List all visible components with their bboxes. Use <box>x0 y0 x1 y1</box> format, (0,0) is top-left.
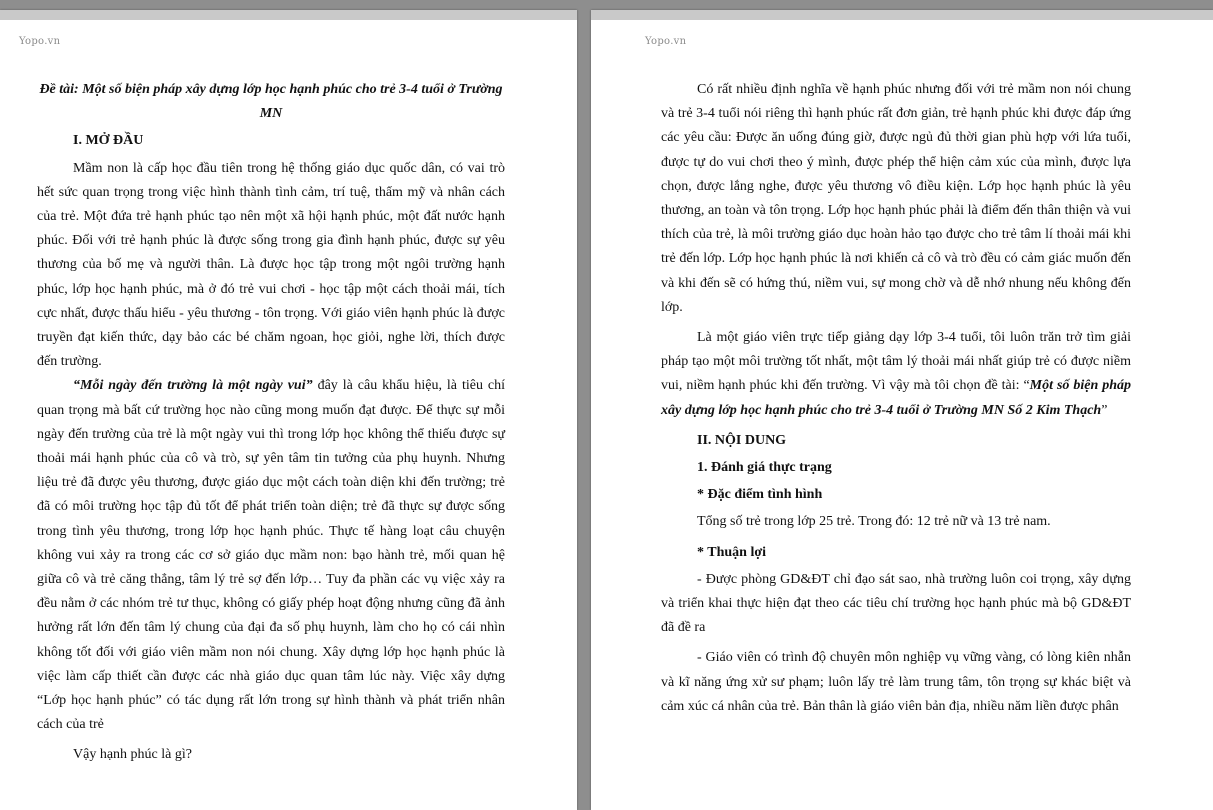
document-page-right <box>591 10 1213 810</box>
topic-title-emphasis: Một số biện pháp xây dựng lớp học hạnh phúc cho trẻ 3-4 tuổi ở Trường MN Số 2 Kim Thạch <box>661 378 1131 418</box>
paragraph-text: Là một giáo viên trực tiếp giảng dạy lớp 3-4 tuổi, tôi luôn trăn trở tìm giải pháp tạo một môi trường tốt nhất, một tâm lý thoải mái nhất giúp trẻ có được niềm vui, niềm hạnh phúc khi đến trường. Vì vậy mà tôi chọn đề tài: “ <box>661 330 1131 394</box>
section-heading: II. NỘI DUNG <box>697 432 787 448</box>
page-top-shadow <box>591 10 1213 20</box>
subsection-heading: * Đặc điểm tình hình <box>697 487 823 503</box>
page-header: Yopo.vn <box>645 36 687 47</box>
page-body[interactable] <box>37 78 505 768</box>
subsection-heading: 1. Đánh giá thực trạng <box>697 460 832 476</box>
paragraph: Tổng số trẻ trong lớp 25 trẻ. Trong đó: 12 trẻ nữ và 13 trẻ nam. <box>697 514 1051 530</box>
document-title: Đề tài: Một số biện pháp xây dựng lớp học hạnh phúc cho trẻ 3-4 tuổi ở Trường MN <box>39 82 503 122</box>
page-top-shadow <box>0 10 577 20</box>
slogan-quote: “Mỗi ngày đến trường là một ngày vui” <box>73 378 313 394</box>
paragraph-text: đây là câu khẩu hiệu, là tiêu chí quan trọng mà bất cứ trường học nào cũng mong muốn đạt được. Để thực sự mỗi ngày đến trường của trẻ là một ngày vui thì trong lớp học không thể thiếu được sự thoải mái hạnh phúc của cô và trò, sự yên tâm tin tưởng của phụ huynh. Nhưng liệu trẻ đã được yêu thương, được giáo dục một cách toàn diện khi đến trường; trẻ đã có môi trường học tập đủ tốt để phát triển toàn diện; trẻ đã thực sự được sống trong tình yêu thương, trong lớp học hạnh phúc. Thực tế hàng loạt câu chuyện không vui xảy ra trong các cơ sở giáo dục mầm non: bạo hành trẻ, mối quan hệ giữa cô và trẻ căng thẳng, tâm lý trẻ sợ đến lớp… Tuy đa phần các vụ việc xảy ra đều nằm ở các nhóm trẻ tư thục, không có giấy phép hoạt động nhưng cũng đã ảnh hưởng rất lớn đến tâm lý chung của đại đa số phụ huynh, làm cho họ có cái nhìn không tốt đối với giáo viên mầm non nói chung. Xây dựng lớp học hạnh phúc là việc làm cấp thiết cần được các nhà giáo dục quan tâm lúc này. Việc xây dựng “Lớp học hạnh phúc” có tác dụng rất lớn trong sự hình thành và phát triển nhân cách của trẻ <box>37 378 506 733</box>
document-page-left <box>0 10 577 810</box>
section-heading: I. MỞ ĐẦU <box>73 133 144 149</box>
page-body[interactable] <box>661 78 1131 719</box>
page-header: Yopo.vn <box>19 36 61 47</box>
paragraph <box>37 374 505 737</box>
paragraph <box>661 326 1131 423</box>
paragraph: Vậy hạnh phúc là gì? <box>73 747 192 763</box>
paragraph: Có rất nhiều định nghĩa về hạnh phúc nhưng đối với trẻ mầm non nói chung và trẻ 3-4 tuổi nói riêng thì hạnh phúc rất đơn giản, trẻ hạnh phúc khi được đáp ứng các yêu cầu: Được ăn uống đúng giờ, được ngủ đủ thời gian phù hợp với lứa tuổi, được tự do vui chơi theo ý mình, được phép thể hiện cảm xúc của mình, được lựa chọn, được lắng nghe, được yêu thương vô điều kiện. Lớp học hạnh phúc là yêu thương, an toàn và tôn trọng. Lớp học hạnh phúc phải là điểm đến thân thiện và vui thích của trẻ, là môi trường giáo dục hoàn hảo tạo được cho trẻ tâm lí thoải mái khi trẻ đến lớp. Lớp học hạnh phúc là nơi khiến cả cô và trò đều có cảm giác muốn đến và khi đến sẽ có hứng thú, niềm vui, sự mong chờ và dễ nhớ nhung nếu không đến lớp. <box>661 82 1131 315</box>
list-item: - Giáo viên có trình độ chuyên môn nghiệp vụ vững vàng, có lòng kiên nhẫn và kĩ năng ứng xử sư phạm; luôn lấy trẻ làm trung tâm, tôn trọng sự khác biệt và cảm xúc cá nhân của trẻ. Bản thân là giáo viên bản địa, nhiều năm liền được phân <box>661 650 1131 714</box>
list-item: - Được phòng GD&ĐT chỉ đạo sát sao, nhà trường luôn coi trọng, xây dựng và triển khai thực hiện đạt theo các tiêu chí trường học hạnh phúc mà bộ GD&ĐT đã đề ra <box>661 571 1131 636</box>
subsection-heading: * Thuận lợi <box>697 544 766 560</box>
paragraph-text: ” <box>1101 402 1108 418</box>
paragraph: Mầm non là cấp học đầu tiên trong hệ thống giáo dục quốc dân, có vai trò hết sức quan trọng trong việc hình thành tình cảm, trí tuệ, thẩm mỹ và nhân cách của trẻ. Một đứa trẻ hạnh phúc tạo nên một xã hội hạnh phúc, một đất nước hạnh phúc. Đối với trẻ hạnh phúc là được sống trong gia đình hạnh phúc, được sự yêu thương của bố mẹ và người thân. Là được học tập trong một ngôi trường hạnh phúc, lớp học hạnh phúc, mà ở đó trẻ vui chơi - học tập một cách thoải mái, tích cực nhất, được thấu hiểu - yêu thương - tôn trọng. Với giáo viên hạnh phúc là được truyền đạt kiến thức, dạy bảo các bé chăm ngoan, học giỏi, nghe lời, thích được đến trường. <box>37 160 505 370</box>
